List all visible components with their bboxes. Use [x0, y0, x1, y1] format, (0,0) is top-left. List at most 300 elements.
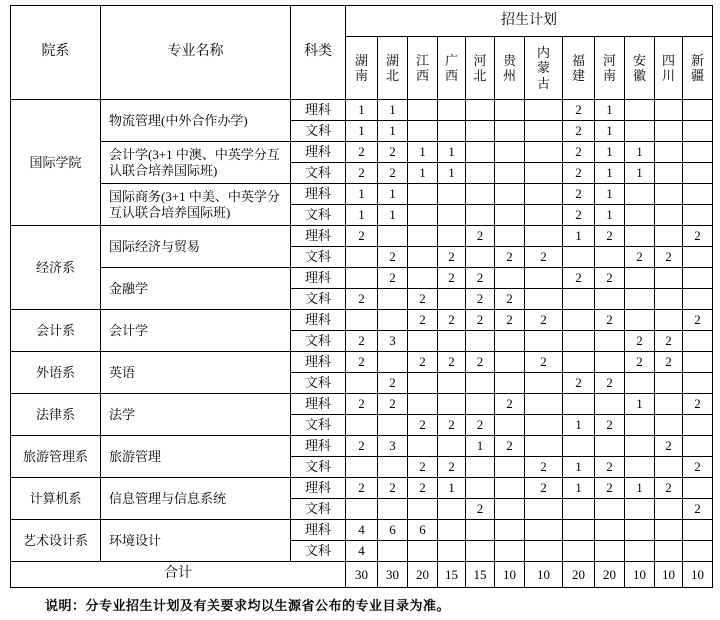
total-value-cell: 30	[346, 562, 378, 588]
plan-value-cell	[683, 352, 713, 373]
plan-value-cell: 2	[346, 142, 378, 163]
province-label: 贵州	[503, 52, 517, 83]
plan-value-cell	[655, 541, 683, 562]
plan-value-cell	[683, 541, 713, 562]
province-header-10	[625, 37, 655, 100]
plan-value-cell: 2	[625, 247, 655, 268]
plan-value-cell: 2	[346, 478, 378, 499]
department-cell: 会计系	[11, 310, 101, 352]
plan-value-cell	[563, 310, 595, 331]
plan-value-cell: 1	[346, 184, 378, 205]
plan-value-cell: 2	[346, 163, 378, 184]
province-header-1	[346, 37, 378, 100]
plan-value-cell	[378, 310, 408, 331]
plan-value-cell	[378, 289, 408, 310]
plan-value-cell	[563, 289, 595, 310]
plan-value-cell: 4	[346, 541, 378, 562]
total-value-cell: 10	[655, 562, 683, 588]
plan-value-cell	[466, 541, 495, 562]
plan-value-cell: 2	[595, 226, 625, 247]
plan-value-cell: 2	[625, 331, 655, 352]
province-header-5	[466, 37, 495, 100]
plan-value-cell	[655, 184, 683, 205]
plan-value-cell	[525, 373, 563, 394]
total-row	[11, 562, 713, 588]
plan-value-cell: 1	[595, 100, 625, 121]
plan-value-cell: 2	[378, 268, 408, 289]
plan-value-cell: 2	[438, 352, 466, 373]
plan-value-cell	[495, 184, 525, 205]
plan-value-cell	[595, 352, 625, 373]
plan-value-cell: 2	[563, 163, 595, 184]
province-header-12	[683, 37, 713, 100]
plan-value-cell	[525, 226, 563, 247]
department-cell: 经济系	[11, 226, 101, 310]
province-label: 广西	[445, 52, 459, 83]
plan-value-cell: 2	[408, 478, 438, 499]
plan-value-cell: 2	[655, 352, 683, 373]
plan-value-cell	[525, 331, 563, 352]
plan-value-cell: 2	[563, 373, 595, 394]
plan-value-cell: 2	[563, 100, 595, 121]
table-row	[11, 268, 713, 289]
plan-value-cell: 2	[625, 352, 655, 373]
plan-value-cell: 1	[408, 142, 438, 163]
plan-value-cell: 2	[438, 247, 466, 268]
plan-value-cell	[495, 352, 525, 373]
plan-value-cell	[495, 457, 525, 478]
plan-value-cell	[408, 394, 438, 415]
plan-value-cell: 1	[595, 184, 625, 205]
plan-value-cell: 2	[378, 373, 408, 394]
category-cell: 文科	[291, 373, 346, 394]
plan-value-cell: 2	[595, 457, 625, 478]
plan-value-cell	[683, 163, 713, 184]
plan-value-cell	[346, 268, 378, 289]
plan-value-cell	[438, 289, 466, 310]
plan-value-cell: 2	[346, 226, 378, 247]
plan-value-cell: 2	[655, 331, 683, 352]
plan-value-cell: 2	[563, 268, 595, 289]
plan-value-cell: 2	[346, 352, 378, 373]
plan-value-cell	[655, 163, 683, 184]
major-cell: 国际经济与贸易	[101, 226, 291, 268]
plan-value-cell	[625, 436, 655, 457]
province-label: 四川	[662, 52, 676, 83]
plan-value-cell: 1	[438, 142, 466, 163]
plan-value-cell: 2	[525, 478, 563, 499]
plan-value-cell	[595, 541, 625, 562]
table-row	[11, 394, 713, 415]
plan-value-cell: 1	[625, 478, 655, 499]
plan-value-cell: 1	[595, 121, 625, 142]
plan-value-cell	[346, 415, 378, 436]
plan-value-cell	[438, 436, 466, 457]
plan-value-cell	[438, 121, 466, 142]
plan-value-cell	[466, 520, 495, 541]
province-header-7	[525, 37, 563, 100]
plan-value-cell: 2	[655, 436, 683, 457]
category-cell: 理科	[291, 184, 346, 205]
plan-value-cell	[683, 121, 713, 142]
plan-value-cell	[466, 184, 495, 205]
category-cell: 文科	[291, 247, 346, 268]
plan-value-cell: 1	[408, 163, 438, 184]
department-cell: 计算机系	[11, 478, 101, 520]
plan-value-cell	[525, 499, 563, 520]
plan-value-cell	[525, 415, 563, 436]
plan-value-cell: 3	[378, 436, 408, 457]
category-cell: 理科	[291, 394, 346, 415]
plan-value-cell	[525, 520, 563, 541]
total-value-cell: 15	[438, 562, 466, 588]
plan-value-cell	[466, 163, 495, 184]
plan-value-cell	[683, 247, 713, 268]
plan-value-cell: 2	[408, 289, 438, 310]
plan-value-cell: 1	[625, 142, 655, 163]
plan-value-cell: 2	[378, 247, 408, 268]
table-row	[11, 352, 713, 373]
plan-value-cell: 2	[378, 478, 408, 499]
major-cell: 会计学	[101, 310, 291, 352]
plan-value-cell	[438, 226, 466, 247]
plan-value-cell	[525, 541, 563, 562]
plan-value-cell: 2	[563, 142, 595, 163]
plan-value-cell	[438, 100, 466, 121]
plan-value-cell	[378, 352, 408, 373]
plan-value-cell	[655, 415, 683, 436]
plan-value-cell	[655, 142, 683, 163]
major-cell: 环境设计	[101, 520, 291, 562]
plan-value-cell: 2	[408, 457, 438, 478]
plan-value-cell: 1	[595, 205, 625, 226]
plan-value-cell: 2	[563, 184, 595, 205]
plan-value-cell: 1	[346, 205, 378, 226]
plan-value-cell: 2	[438, 310, 466, 331]
plan-value-cell	[625, 310, 655, 331]
plan-value-cell	[378, 541, 408, 562]
plan-value-cell	[408, 184, 438, 205]
province-header-8	[563, 37, 595, 100]
plan-value-cell	[683, 268, 713, 289]
header-category: 科类	[291, 6, 346, 100]
plan-value-cell	[495, 373, 525, 394]
plan-value-cell	[466, 121, 495, 142]
plan-value-cell	[408, 121, 438, 142]
plan-value-cell	[466, 247, 495, 268]
plan-value-cell	[495, 415, 525, 436]
plan-value-cell: 2	[466, 310, 495, 331]
plan-value-cell	[438, 499, 466, 520]
plan-value-cell	[495, 268, 525, 289]
table-row	[11, 520, 713, 541]
plan-value-cell	[525, 163, 563, 184]
category-cell: 文科	[291, 205, 346, 226]
plan-value-cell: 1	[563, 457, 595, 478]
plan-value-cell	[466, 394, 495, 415]
province-label: 内蒙古	[537, 44, 551, 91]
plan-value-cell: 1	[625, 163, 655, 184]
table-row	[11, 436, 713, 457]
plan-value-cell: 2	[563, 205, 595, 226]
plan-value-cell	[595, 394, 625, 415]
plan-value-cell: 1	[595, 163, 625, 184]
plan-value-cell	[408, 373, 438, 394]
plan-value-cell	[466, 331, 495, 352]
plan-value-cell: 2	[525, 457, 563, 478]
plan-value-cell: 2	[655, 247, 683, 268]
plan-value-cell	[346, 373, 378, 394]
plan-value-cell: 2	[346, 436, 378, 457]
plan-value-cell: 2	[438, 457, 466, 478]
category-cell: 文科	[291, 415, 346, 436]
province-label: 河北	[473, 52, 487, 83]
plan-value-cell: 2	[346, 394, 378, 415]
plan-value-cell	[525, 121, 563, 142]
major-cell: 国际商务(3+1 中美、中英学分互认联合培养国际班)	[101, 184, 291, 226]
province-label: 湖南	[355, 52, 369, 83]
plan-value-cell	[408, 436, 438, 457]
header-major: 专业名称	[101, 6, 291, 100]
plan-value-cell	[625, 541, 655, 562]
plan-value-cell	[595, 331, 625, 352]
plan-value-cell: 2	[466, 352, 495, 373]
major-cell: 法学	[101, 394, 291, 436]
plan-value-cell: 2	[655, 478, 683, 499]
plan-value-cell	[495, 499, 525, 520]
plan-value-cell	[495, 331, 525, 352]
plan-value-cell: 2	[408, 310, 438, 331]
plan-value-cell	[625, 373, 655, 394]
plan-value-cell: 2	[595, 415, 625, 436]
plan-value-cell	[625, 289, 655, 310]
plan-value-cell: 2	[595, 478, 625, 499]
plan-value-cell	[525, 268, 563, 289]
plan-value-cell	[655, 289, 683, 310]
plan-value-cell	[655, 226, 683, 247]
plan-value-cell	[655, 520, 683, 541]
category-cell: 文科	[291, 457, 346, 478]
plan-value-cell	[346, 310, 378, 331]
plan-value-cell	[655, 310, 683, 331]
plan-value-cell	[438, 373, 466, 394]
plan-value-cell	[625, 457, 655, 478]
plan-value-cell: 3	[378, 331, 408, 352]
plan-value-cell	[466, 457, 495, 478]
plan-value-cell	[625, 205, 655, 226]
plan-value-cell	[346, 499, 378, 520]
plan-value-cell	[495, 121, 525, 142]
plan-value-cell	[378, 226, 408, 247]
plan-value-cell: 2	[525, 310, 563, 331]
plan-value-cell: 2	[346, 289, 378, 310]
plan-value-cell: 2	[466, 499, 495, 520]
province-label: 新疆	[691, 52, 705, 83]
plan-value-cell	[683, 205, 713, 226]
plan-value-cell	[655, 394, 683, 415]
plan-value-cell	[683, 478, 713, 499]
plan-value-cell: 1	[438, 478, 466, 499]
plan-value-cell	[408, 247, 438, 268]
plan-value-cell: 1	[378, 184, 408, 205]
plan-value-cell	[683, 331, 713, 352]
table-row	[11, 184, 713, 205]
enrollment-plan-table	[10, 5, 713, 588]
plan-value-cell	[408, 205, 438, 226]
plan-value-cell	[595, 520, 625, 541]
plan-value-cell: 2	[683, 226, 713, 247]
plan-value-cell: 2	[378, 163, 408, 184]
plan-value-cell: 2	[495, 289, 525, 310]
plan-value-cell: 2	[408, 352, 438, 373]
plan-value-cell: 4	[346, 520, 378, 541]
plan-value-cell	[495, 205, 525, 226]
province-header-11	[655, 37, 683, 100]
plan-value-cell: 1	[346, 100, 378, 121]
plan-value-cell	[438, 394, 466, 415]
plan-value-cell	[466, 205, 495, 226]
plan-value-cell	[655, 205, 683, 226]
plan-value-cell	[408, 226, 438, 247]
plan-value-cell	[378, 499, 408, 520]
category-cell: 文科	[291, 499, 346, 520]
plan-value-cell: 1	[378, 121, 408, 142]
plan-value-cell: 2	[466, 226, 495, 247]
plan-value-cell	[563, 520, 595, 541]
plan-value-cell	[563, 331, 595, 352]
plan-value-cell	[438, 184, 466, 205]
plan-value-cell	[683, 289, 713, 310]
table-row	[11, 100, 713, 121]
plan-value-cell: 2	[595, 268, 625, 289]
plan-value-cell	[683, 436, 713, 457]
category-cell: 文科	[291, 289, 346, 310]
province-header-2	[378, 37, 408, 100]
plan-value-cell	[683, 415, 713, 436]
plan-value-cell: 2	[495, 310, 525, 331]
department-cell: 艺术设计系	[11, 520, 101, 562]
plan-value-cell	[525, 205, 563, 226]
major-cell: 物流管理(中外合作办学)	[101, 100, 291, 142]
department-cell: 旅游管理系	[11, 436, 101, 478]
province-header-3	[408, 37, 438, 100]
plan-value-cell	[378, 415, 408, 436]
plan-value-cell: 1	[438, 163, 466, 184]
plan-value-cell: 2	[525, 247, 563, 268]
category-cell: 理科	[291, 100, 346, 121]
table-row	[11, 142, 713, 163]
plan-value-cell	[438, 205, 466, 226]
total-value-cell: 20	[408, 562, 438, 588]
province-header-6	[495, 37, 525, 100]
plan-value-cell: 1	[378, 100, 408, 121]
province-label: 江西	[416, 52, 430, 83]
plan-value-cell	[346, 247, 378, 268]
plan-value-cell	[438, 541, 466, 562]
category-cell: 理科	[291, 226, 346, 247]
plan-value-cell: 2	[563, 121, 595, 142]
footnote: 说明：分专业招生计划及有关要求均以生源省公布的专业目录为准。	[45, 598, 451, 613]
department-cell: 外语系	[11, 352, 101, 394]
plan-value-cell	[408, 541, 438, 562]
plan-value-cell	[525, 184, 563, 205]
plan-value-cell	[625, 499, 655, 520]
plan-value-cell: 1	[346, 121, 378, 142]
plan-value-cell	[466, 373, 495, 394]
total-label: 合计	[11, 562, 346, 588]
total-value-cell: 20	[595, 562, 625, 588]
plan-value-cell	[408, 100, 438, 121]
total-value-cell: 10	[683, 562, 713, 588]
total-value-cell: 15	[466, 562, 495, 588]
plan-value-cell: 2	[346, 331, 378, 352]
plan-value-cell	[525, 436, 563, 457]
plan-value-cell: 2	[438, 415, 466, 436]
plan-value-cell	[563, 394, 595, 415]
plan-value-cell: 2	[683, 310, 713, 331]
category-cell: 理科	[291, 520, 346, 541]
plan-value-cell	[655, 499, 683, 520]
plan-value-cell: 1	[563, 415, 595, 436]
plan-value-cell: 2	[525, 352, 563, 373]
plan-value-cell	[495, 520, 525, 541]
category-cell: 理科	[291, 436, 346, 457]
plan-value-cell	[525, 142, 563, 163]
plan-value-cell	[438, 331, 466, 352]
category-cell: 文科	[291, 121, 346, 142]
plan-value-cell	[563, 499, 595, 520]
plan-value-cell	[683, 520, 713, 541]
major-cell: 旅游管理	[101, 436, 291, 478]
table-body	[11, 100, 713, 562]
plan-value-cell: 2	[378, 142, 408, 163]
plan-value-cell	[683, 142, 713, 163]
plan-value-cell: 1	[563, 478, 595, 499]
total-value-cell: 10	[625, 562, 655, 588]
plan-value-cell: 1	[378, 205, 408, 226]
table-row	[11, 226, 713, 247]
plan-value-cell: 2	[438, 268, 466, 289]
plan-value-cell	[495, 226, 525, 247]
plan-value-cell	[466, 478, 495, 499]
plan-value-cell	[625, 268, 655, 289]
header-plan-title: 招生计划	[346, 6, 713, 37]
header-row-top	[11, 6, 713, 37]
category-cell: 文科	[291, 163, 346, 184]
plan-value-cell	[525, 394, 563, 415]
plan-value-cell: 2	[495, 394, 525, 415]
plan-value-cell	[683, 373, 713, 394]
plan-value-cell: 2	[683, 457, 713, 478]
plan-value-cell: 1	[466, 436, 495, 457]
plan-value-cell: 2	[683, 499, 713, 520]
plan-value-cell	[625, 415, 655, 436]
plan-value-cell: 6	[408, 520, 438, 541]
plan-value-cell	[495, 142, 525, 163]
plan-value-cell	[655, 457, 683, 478]
plan-value-cell	[625, 184, 655, 205]
plan-value-cell: 2	[378, 394, 408, 415]
province-label: 湖北	[386, 52, 400, 83]
plan-value-cell: 1	[625, 394, 655, 415]
plan-value-cell	[655, 373, 683, 394]
total-value-cell: 20	[563, 562, 595, 588]
province-label: 福建	[572, 52, 586, 83]
plan-value-cell	[408, 268, 438, 289]
province-header-4	[438, 37, 466, 100]
plan-value-cell	[408, 499, 438, 520]
plan-value-cell	[563, 247, 595, 268]
